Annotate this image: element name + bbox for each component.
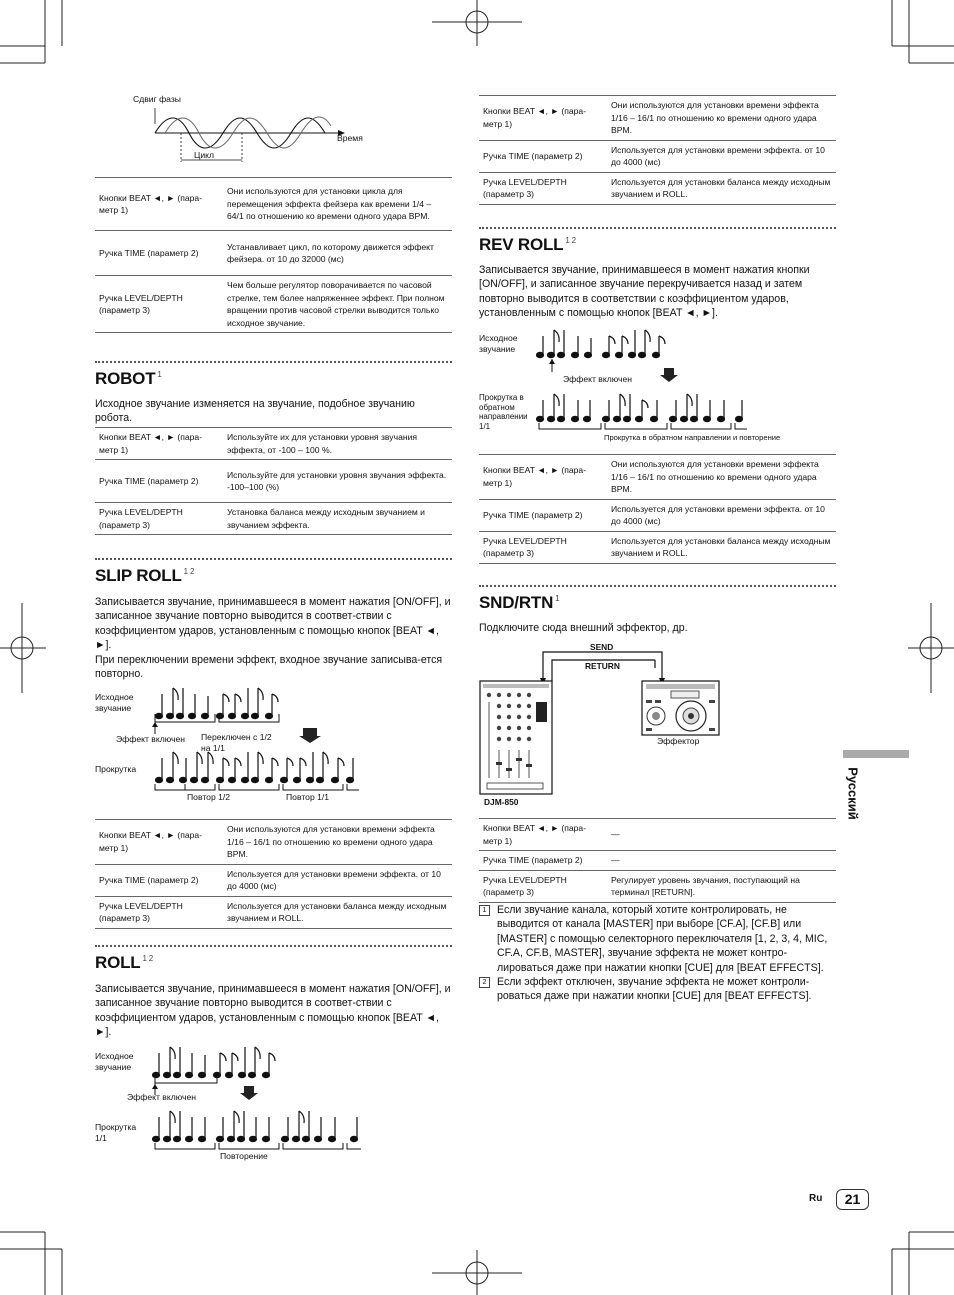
- param-name: Кнопки BEAT ◄, ► (пара-метр 1): [95, 178, 221, 231]
- mixer-label: DJM-850: [484, 797, 519, 807]
- cycle-label: Цикл: [194, 150, 215, 160]
- slip-roll-text: Записывается звучание, принимавшееся в момент нажатия [ON/OFF], и записанное звучание повторно выводится в соответ-ствии с коэффициентом ударов, установленным с помощью кнопок [BEAT ◄, ►].: [95, 596, 451, 652]
- table-row: [479, 172, 836, 204]
- footnote-mark: 1: [479, 905, 490, 916]
- roll-notes: [156, 752, 354, 783]
- snd-rtn-param-table: [479, 818, 836, 903]
- roll-heading: ROLL $^{1 2}$: [95, 953, 153, 972]
- param-name: Ручка TIME (параметр 2): [479, 499, 605, 531]
- param-name: Ручка LEVEL/DEPTH (параметр 3): [95, 503, 221, 535]
- effect-on-label: Эффект включен: [116, 734, 185, 744]
- param-desc: Используется для установки времени эффекта. от 10 до 4000 (мс): [605, 499, 836, 531]
- table-row: [95, 428, 452, 460]
- param-name: Кнопки BEAT ◄, ► (пара-метр 1): [479, 819, 605, 851]
- param-name: Ручка LEVEL/DEPTH (параметр 3): [95, 276, 221, 333]
- phase-shift-label: Сдвиг фазы: [133, 94, 181, 104]
- rev-roll-param-table: [479, 454, 836, 564]
- rev-roll-text: Записывается звучание, принимавшееся в момент нажатия кнопки [ON/OFF], и записанное звучание перекручивается назад и затем повторно выводится в соответствии с коэффициентом ударов, установленным с помощью кнопок [BEAT ◄, ►].: [479, 264, 810, 320]
- slip-roll-heading: SLIP ROLL $^{1 2}$: [95, 566, 195, 585]
- table-row: [95, 820, 452, 865]
- robot-text: Исходное звучание изменяется на звучание, подобное звучанию робота.: [95, 398, 415, 425]
- switched-label: Переключен с 1/2 на 1/1: [201, 732, 272, 753]
- param-desc: Используется для установки баланса между исходным звучанием и ROLL.: [605, 172, 836, 204]
- section-divider: [95, 361, 452, 363]
- param-name: Ручка TIME (параметр 2): [95, 460, 221, 503]
- param-desc: Они используются для установки цикла для перемещения эффекта фейзера как времени 1/4 – 64/1 по отношению ко времени одного удара BPM.: [221, 178, 452, 231]
- robot-param-table: [95, 427, 452, 535]
- param-name: Ручка TIME (параметр 2): [95, 231, 221, 276]
- param-desc: —: [605, 851, 836, 871]
- param-name: Ручка LEVEL/DEPTH (параметр 3): [479, 870, 605, 902]
- table-row: [95, 460, 452, 503]
- effector-label: Эффектор: [657, 736, 700, 746]
- effect-on-label: Эффект включен: [563, 374, 632, 384]
- param-name: Кнопки BEAT ◄, ► (пара-метр 1): [479, 96, 605, 141]
- param-desc: Регулирует уровень звучания, поступающий на терминал [RETURN].: [605, 870, 836, 902]
- reverse-caption: Прокрутка в обратном направлении и повторение: [604, 433, 781, 442]
- table-row: [95, 503, 452, 535]
- repeat-half-label: Повтор 1/2: [187, 792, 231, 802]
- snd-rtn-heading: SND/RTN $^1$: [479, 593, 560, 612]
- rev-roll-heading: REV ROLL $^{1 2}$: [479, 235, 576, 254]
- snd-rtn-diagram: [479, 638, 739, 810]
- original-label: Исходное звучание: [479, 333, 518, 354]
- param-desc: Чем больше регулятор поворачивается по часовой стрелке, тем более напряженнее эффект. При полном вращении против часовой стрелки выводится только исходное звучание.: [221, 276, 452, 333]
- table-row: [95, 231, 452, 276]
- footnote-mark: 2: [479, 977, 490, 988]
- effector-icon: [642, 681, 719, 735]
- table-row: [479, 140, 836, 172]
- param-desc: Используйте для установки уровня звучания эффекта. -100–100 (%): [221, 460, 452, 503]
- param-desc: Установка баланса между исходным звучанием и звучанием эффекта.: [221, 503, 452, 535]
- param-name: Ручка LEVEL/DEPTH (параметр 3): [479, 172, 605, 204]
- language-code: Ru: [809, 1193, 823, 1204]
- roll-label: Прокрутка: [95, 764, 137, 774]
- param-desc: Используется для установки времени эффекта. от 10 до 4000 (мс): [605, 140, 836, 172]
- param-desc: Используется для установки баланса между исходным звучанием и ROLL.: [605, 531, 836, 563]
- language-tab-bar: [843, 750, 909, 758]
- slip-roll-param-table: [95, 819, 452, 929]
- section-divider: [479, 227, 836, 229]
- snd-rtn-text: Подключите сюда внешний эффектор, др.: [479, 622, 688, 634]
- param-name: Кнопки BEAT ◄, ► (пара-метр 1): [479, 455, 605, 500]
- page-number: 21: [836, 1189, 869, 1210]
- effect-on-label: Эффект включен: [127, 1092, 196, 1102]
- section-divider: [479, 585, 836, 587]
- table-row: [479, 499, 836, 531]
- roll-label: Прокрутка 1/1: [95, 1122, 137, 1143]
- original-notes: [156, 688, 279, 719]
- table-row: [479, 531, 836, 563]
- param-desc: Используется для установки баланса между исходным звучанием и ROLL.: [221, 896, 452, 928]
- footnote: [479, 903, 836, 975]
- phaser-diagram: [133, 94, 373, 164]
- param-name: Ручка TIME (параметр 2): [95, 864, 221, 896]
- roll-diagram: [95, 1043, 365, 1165]
- param-name: Ручка TIME (параметр 2): [479, 851, 605, 871]
- param-desc: Они используются для установки времени эффекта 1/16 – 16/1 по отношению ко времени одного удара BPM.: [605, 96, 836, 141]
- section-divider: [95, 558, 452, 560]
- table-row: [95, 178, 452, 231]
- footnote-text: Если звучание канала, который хотите контролировать, не выводится от канала [MASTER] при выборе [CF.A], [CF.B] или [MASTER] с помощью селекторного переключателя [1, 2, 3, 4, MIC, CF.A, CF.B, MASTER], звучание эффекта не может контро-лироваться даже при нажатии кнопки [CUE] для [BEAT EFFECTS].: [497, 904, 828, 974]
- send-label: SEND: [590, 642, 614, 652]
- section-divider: [95, 945, 452, 947]
- table-row: [95, 864, 452, 896]
- param-desc: Используйте их для установки уровня звучания эффекта, от -100 – 100 %.: [221, 428, 452, 460]
- table-row: [479, 96, 836, 141]
- param-name: Ручка TIME (параметр 2): [479, 140, 605, 172]
- footnotes: [479, 903, 836, 1004]
- original-label: Исходное звучание: [95, 692, 134, 713]
- table-row: [95, 896, 452, 928]
- original-label: Исходное звучание: [95, 1051, 134, 1072]
- table-row: [479, 455, 836, 500]
- mixer-icon: [480, 681, 552, 794]
- param-desc: —: [605, 819, 836, 851]
- phaser-param-table: [95, 177, 452, 333]
- param-desc: Используется для установки времени эффекта. от 10 до 4000 (мс): [221, 864, 452, 896]
- table-row: [479, 851, 836, 871]
- rev-roll-diagram: [479, 326, 799, 448]
- reverse-label: Прокрутка в обратном направлении 1/1: [479, 393, 528, 431]
- slip-roll-text-2: При переключении времени эффект, входное звучание записыва-ется повторно.: [95, 654, 443, 681]
- roll-text: Записывается звучание, принимавшееся в момент нажатия [ON/OFF], и записанное звучание повторно выводится в соответ-ствии с коэффициентом ударов, установленным с помощью кнопок [BEAT ◄, ►].: [95, 983, 451, 1039]
- repeat-one-label: Повтор 1/1: [286, 792, 330, 802]
- footnote-text: Если эффект отключен, звучание эффекта не может контроли-роваться даже при нажатии кнопки [CUE] для [BEAT EFFECTS].: [497, 976, 812, 1003]
- table-row: [479, 819, 836, 851]
- language-tab-label: Русский: [845, 767, 861, 820]
- param-name: Ручка LEVEL/DEPTH (параметр 3): [479, 531, 605, 563]
- param-desc: Они используются для установки времени эффекта 1/16 – 16/1 по отношению ко времени одного удара BPM.: [221, 820, 452, 865]
- repeat-label: Повторение: [220, 1151, 268, 1161]
- return-label: RETURN: [585, 661, 620, 671]
- param-name: Ручка LEVEL/DEPTH (параметр 3): [95, 896, 221, 928]
- param-name: Кнопки BEAT ◄, ► (пара-метр 1): [95, 820, 221, 865]
- slip-roll-diagram: [95, 686, 365, 806]
- roll-param-table: [479, 95, 836, 205]
- param-desc: Они используются для установки времени эффекта 1/16 – 16/1 по отношению ко времени одного удара BPM.: [605, 455, 836, 500]
- footnote: [479, 975, 836, 1004]
- table-row: [479, 870, 836, 902]
- param-desc: Устанавливает цикл, по которому движется эффект фейзера. от 10 до 32000 (мс): [221, 231, 452, 276]
- robot-heading: ROBOT $^1$: [95, 369, 162, 388]
- time-label: Время: [337, 133, 363, 143]
- param-name: Кнопки BEAT ◄, ► (пара-метр 1): [95, 428, 221, 460]
- table-row: [95, 276, 452, 333]
